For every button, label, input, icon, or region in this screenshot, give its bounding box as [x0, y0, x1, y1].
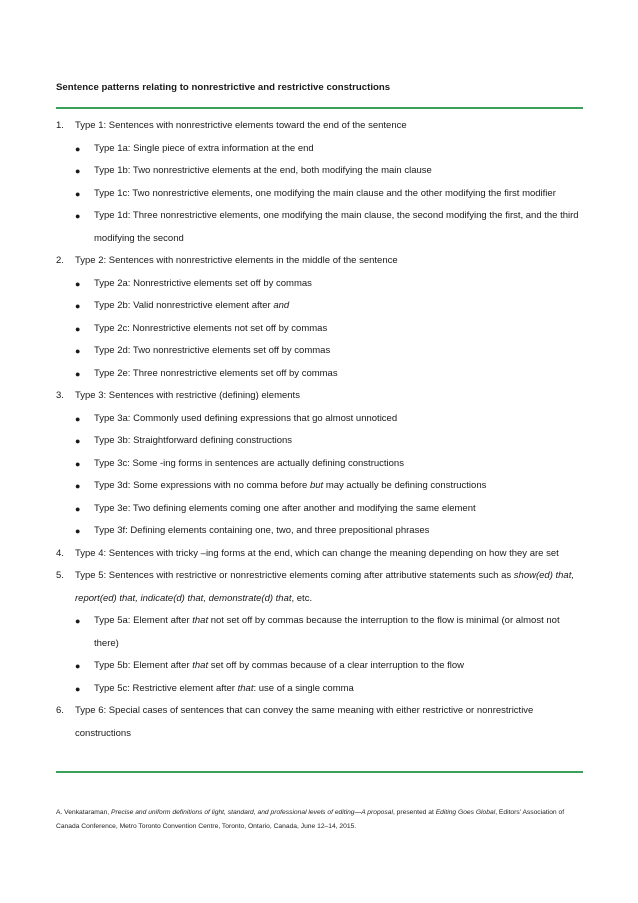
bullet-icon: ●: [75, 683, 81, 694]
bullet-icon: ●: [75, 413, 81, 424]
list-item-text: Type 1: Sentences with nonrestrictive elements toward the end of the sentence: [75, 120, 407, 131]
sub-list-item-text: Type 3a: Commonly used defining expressions that go almost unnoticed: [94, 412, 398, 424]
document-title: Sentence patterns relating to nonrestrictive and restrictive constructions: [56, 82, 391, 93]
sub-list-item-text: Type 1a: Single piece of extra information at the end: [94, 142, 314, 154]
sub-list-item-text: Type 2c: Nonrestrictive elements not set off by commas: [94, 322, 328, 334]
sub-list-item-text: Type 5a: Element after that not set off by commas because the interruption to the flow is minimal (or almost not there): [94, 615, 560, 649]
list-item-text: Type 3: Sentences with restrictive (defining) elements: [75, 390, 300, 401]
list-item-number: 6.: [56, 705, 64, 716]
bullet-icon: ●: [75, 368, 81, 379]
bullet-icon: ●: [75, 616, 81, 626]
bullet-icon: ●: [75, 278, 81, 289]
list-item-number: 3.: [56, 390, 64, 401]
sub-list-item-text: Type 3e: Two defining elements coming one after another and modifying the same element: [94, 502, 476, 514]
list-item-text: Type 2: Sentences with nonrestrictive elements in the middle of the sentence: [75, 255, 398, 266]
list-item-number: 4.: [56, 547, 64, 559]
list-item-number: 1.: [56, 120, 64, 131]
bullet-icon: ●: [75, 436, 81, 446]
sub-list-item-text: Type 1b: Two nonrestrictive elements at the end, both modifying the main clause: [94, 165, 432, 176]
list-item-number: 2.: [56, 255, 64, 266]
sub-list-item-text: Type 1d: Three nonrestrictive elements, one modifying the main clause, the second modifying the first, and the third modifying the second: [94, 210, 579, 244]
list-item: [56, 250, 586, 273]
sub-list-item-text: Type 5c: Restrictive element after that: use of a single comma: [94, 682, 354, 694]
list-item-text: Type 6: Special cases of sentences that can convey the same meaning with either restrictive or nonrestrictive constructions: [75, 705, 534, 739]
bullet-icon: ●: [75, 166, 81, 176]
bullet-icon: ●: [75, 143, 81, 154]
sub-list-item-text: Type 3f: Defining elements containing one, two, and three prepositional phrases: [94, 525, 430, 536]
sub-list-item: [56, 453, 586, 476]
sub-list-item-text: Type 2d: Two nonrestrictive elements set off by commas: [94, 345, 331, 356]
sub-list-item-text: Type 1c: Two nonrestrictive elements, one modifying the main clause and the other modifying the first modifier: [94, 187, 556, 199]
sub-list-item: [56, 318, 586, 341]
list-item: [56, 565, 586, 610]
list-item: [56, 115, 586, 138]
bullet-icon: ●: [75, 323, 81, 334]
sub-list-item: [56, 475, 586, 498]
list-item-number: 5.: [56, 570, 64, 581]
sub-list-item-text: Type 2a: Nonrestrictive elements set off by commas: [94, 277, 312, 289]
bullet-icon: ●: [75, 526, 81, 536]
list-item: [56, 700, 586, 745]
sub-list-item: [56, 160, 586, 183]
bullet-icon: ●: [75, 458, 81, 469]
list-item: [56, 385, 586, 408]
sub-list-item: [56, 498, 586, 521]
sub-list-item-text: Type 3b: Straightforward defining constructions: [94, 435, 293, 446]
sentence-pattern-list: [56, 115, 586, 745]
sub-list-item-text: Type 3c: Some -ing forms in sentences are actually defining constructions: [94, 457, 404, 469]
bottom-divider: [56, 771, 583, 773]
bullet-icon: ●: [75, 503, 81, 514]
sub-list-item: [56, 363, 586, 386]
sub-list-item: [56, 408, 586, 431]
bullet-icon: ●: [75, 661, 81, 671]
sub-list-item-text: Type 2e: Three nonrestrictive elements set off by commas: [94, 367, 338, 379]
sub-list-item-text: Type 3d: Some expressions with no comma before but may actually be defining constructions: [94, 480, 487, 491]
sub-list-item: [56, 138, 586, 161]
list-item-text: Type 4: Sentences with tricky –ing forms at the end, which can change the meaning depending on how they are set: [75, 547, 559, 559]
bullet-icon: ●: [75, 211, 81, 221]
sub-list-item: [56, 295, 586, 318]
sub-list-item: [56, 655, 586, 678]
sub-list-item: [56, 430, 586, 453]
list-item-text: Type 5: Sentences with restrictive or nonrestrictive elements coming after attributive statements such as show(ed) that, report(ed) that, indicate(d) that, demonstrate(d) that, etc.: [75, 570, 574, 604]
sub-list-item-text: Type 5b: Element after that set off by commas because of a clear interruption to the flow: [94, 660, 465, 671]
sub-list-item: [56, 340, 586, 363]
footnote: A. Venkataraman, Precise and uniform definitions of light, standard, and professional levels of editing—A proposal, presented at Editing Goes Global, Editors’ Association of Canada Conference, Metro Toronto Convention Centre, Toronto, Ontario, Canada, June 12–14, 2015.: [56, 809, 565, 830]
sub-list-item-text: Type 2b: Valid nonrestrictive element after and: [94, 300, 290, 311]
list-item: [56, 543, 586, 566]
bullet-icon: ●: [75, 346, 81, 356]
bullet-icon: ●: [75, 188, 81, 199]
sub-list-item: [56, 520, 586, 543]
bullet-icon: ●: [75, 481, 81, 491]
sub-list-item: [56, 273, 586, 296]
sub-list-item: [56, 610, 586, 655]
bullet-icon: ●: [75, 301, 81, 311]
sub-list-item: [56, 205, 586, 250]
sub-list-item: [56, 678, 586, 701]
top-divider: [56, 107, 583, 109]
sub-list-item: [56, 183, 586, 206]
